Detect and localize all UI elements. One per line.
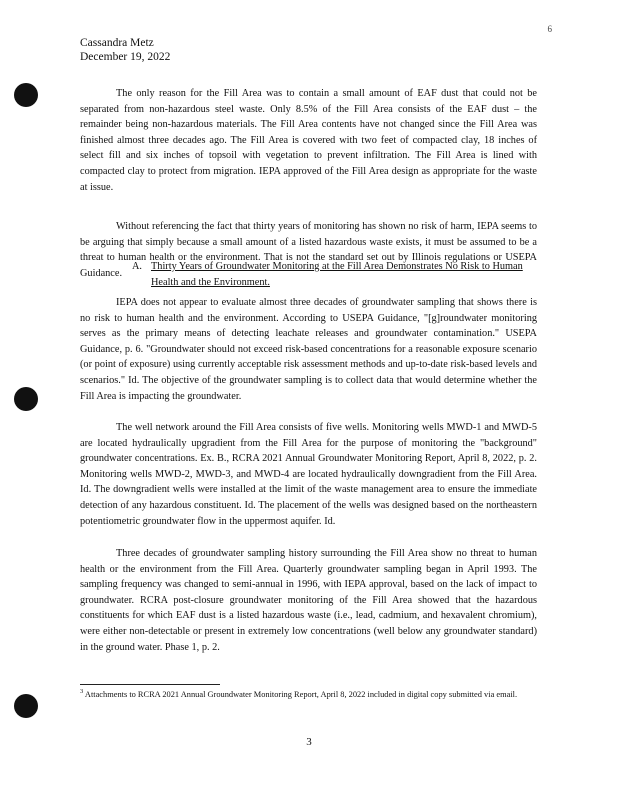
section-heading-text: Thirty Years of Groundwater Monitoring at the Fill Area Demonstrates No Risk to Human Health and the Environment. [151, 261, 523, 288]
punch-hole-icon [14, 387, 38, 411]
section-heading [133, 259, 537, 290]
paragraph-groundwater-evaluation: IEPA does not appear to evaluate almost three decades of groundwater sampling that shows there is no risk to human health and the environment. According to USEPA Guidance, "[g]roundwater monitoring serves as the primary means of detecting leachate releases and groundwater contamination." USEPA Guidance, p. 6. "Groundwater should not exceed risk-based concentrations for a reasonable exposure scenario (or point of exposure) using currently acceptable risk assessment methods and up-to-date risk-based levels and scenarios." Id. The objective of the groundwater sampling is to collect data that would determine whether the Fill Area is impacting the groundwater. [80, 297, 537, 402]
corner-page-number: 6 [547, 24, 552, 34]
paragraph-fill-area-purpose: The only reason for the Fill Area was to contain a small amount of EAF dust that could not be separated from non-hazardous steel waste. Only 8.5% of the Fill Area consists of the EAF dust – the remainder being non-hazardous materials. The Fill Area contents have not changed since the Fill Area was finished almost three decades ago. The Fill Area is covered with two feet of compacted clay, 18 inches of select fill and six inches of topsoil with vegetation to prevent infiltration. The Fill Area is lined with compacted clay to protect from migration. IEPA approved of the Fill Area design as appropriate for the waste at issue. [80, 88, 537, 193]
section-heading-letter: A. [132, 261, 143, 272]
footnote-text: Attachments to RCRA 2021 Annual Groundwater Monitoring Report, April 8, 2022 included in digital copy submitted via email. [84, 690, 518, 699]
footnote-marker: 3 [80, 688, 84, 696]
punch-hole-icon [14, 694, 38, 718]
letter-date: December 19, 2022 [80, 51, 171, 63]
punch-hole-icon [14, 83, 38, 107]
footnote-divider [80, 684, 220, 685]
paragraph-well-network: The well network around the Fill Area consists of five wells. Monitoring wells MWD-1 and MWD-5 are located hydraulically upgradient from the Fill Area for the purpose of monitoring the "background" groundwater concentrations. Ex. B., RCRA 2021 Annual Groundwater Monitoring Report, April 8, 2022, p. 2. Monitoring wells MWD-2, MWD-3, and MWD-4 are located hydraulically downgradient from the Fill Area. Id. The downgradient wells were installed at the limit of the waste management area to ensure the immediate detection of any hazardous constituent. Id. The placement of the wells was designed based on the northeastern potentiometric groundwater flow in the uppermost aquifer. Id. [80, 422, 537, 527]
paragraph-iepa-argument: Without referencing the fact that thirty years of monitoring has shown no risk of harm, IEPA seems to be arguing that simply because a small amount of a listed hazardous waste exists, it must be assumed to be a threat to human health or the environment. That is not the standard set out by Illinois regulations or USEPA Guidance. [80, 221, 537, 279]
recipient-name: Cassandra Metz [80, 37, 154, 49]
paragraph-sampling-history: Three decades of groundwater sampling history surrounding the Fill Area show no threat to human health or the environment from the Fill Area. Quarterly groundwater sampling began in April 1993. The sampling frequency was changed to semi-annual in 1996, with IEPA approval, based on the lack of impact to groundwater. RCRA post-closure groundwater monitoring of the Fill Area showed that the hazardous constituents for which EAF dust is a listed hazardous waste (i.e., lead, cadmium, and hexavalent chromium), were either non-detectable or present in extremely low concentrations (well below any groundwater standard) in the ground water. Phase 1, p. 2. [80, 548, 537, 653]
footnote [80, 689, 537, 700]
page-number: 3 [306, 736, 312, 748]
letter-header [80, 36, 170, 64]
